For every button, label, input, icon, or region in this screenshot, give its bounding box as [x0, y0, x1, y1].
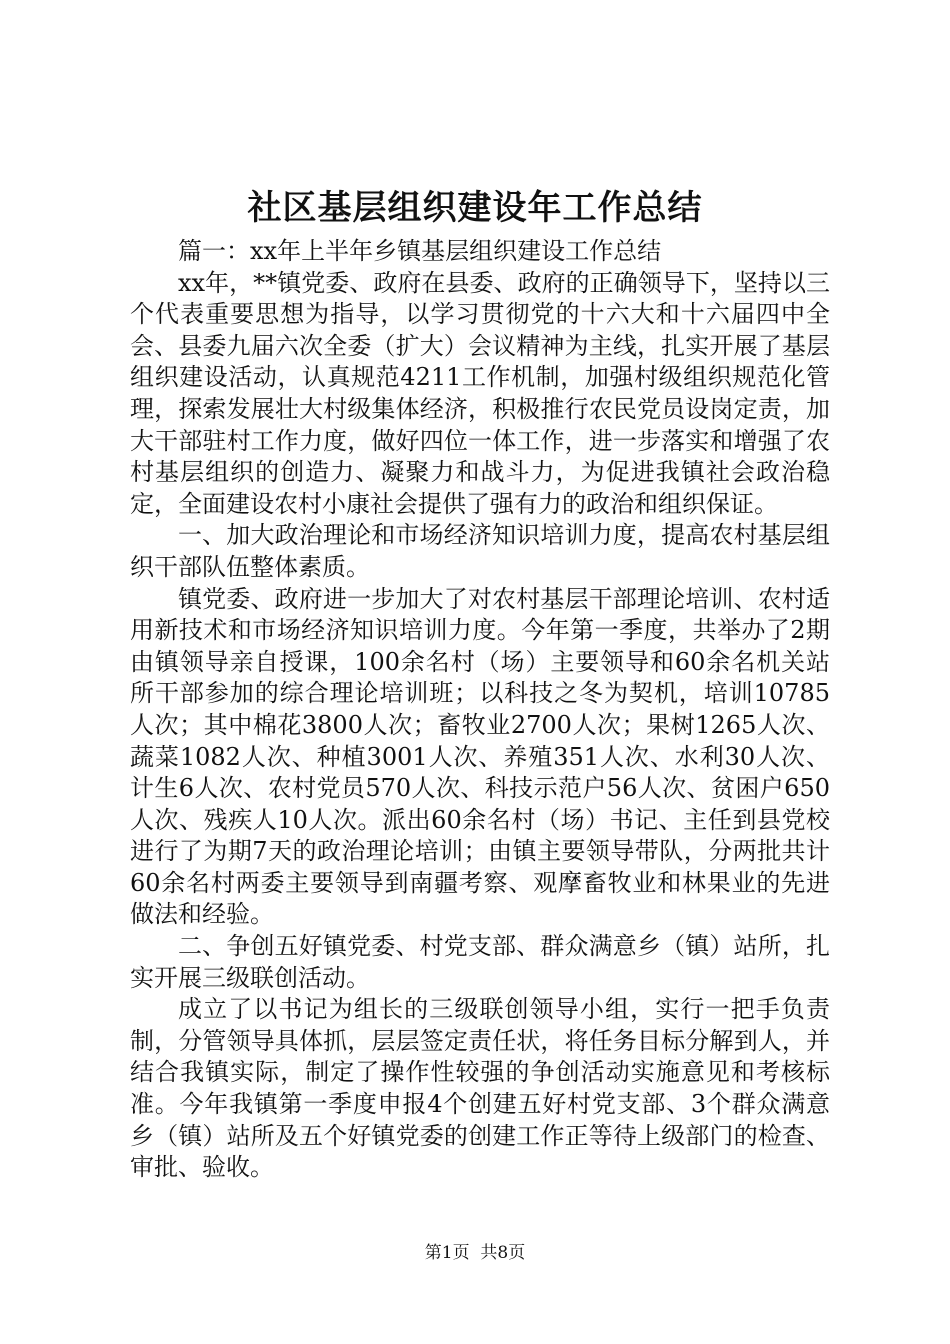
page-footer	[0, 1241, 950, 1265]
section-heading-one: 一、加大政治理论和市场经济知识培训力度，提高农村基层组织干部队伍整体素质。	[130, 521, 830, 581]
section-heading-two: 二、争创五好镇党委、村党支部、群众满意乡（镇）站所，扎实开展三级联创活动。	[130, 932, 830, 992]
page-total: 共8页	[480, 1243, 526, 1263]
page-number: 第1页	[424, 1243, 470, 1263]
document-title: 社区基层组织建设年工作总结	[247, 188, 703, 228]
body-paragraph-three-level: 成立了以书记为组长的三级联创领导小组，实行一把手负责制，分管领导具体抓，层层签定责任状，将任务目标分解到人，并结合我镇实际，制定了操作性较强的争创活动实施意见和考核标准。今年我镇第一季度申报4个创建五好村党支部、3个群众满意乡（镇）站所及五个好镇党委的创建工作正等待上级部门的检查、审批、验收。	[130, 995, 830, 1182]
section-heading-piece-one: 篇一：xx年上半年乡镇基层组织建设工作总结	[178, 237, 662, 265]
body-paragraph-training: 镇党委、政府进一步加大了对农村基层干部理论培训、农村适用新技术和市场经济知识培训力度。今年第一季度，共举办了2期由镇领导亲自授课，100余名村（场）主要领导和60余名机关站所干部参加的综合理论培训班；以科技之冬为契机，培训10785人次；其中棉花3800人次；畜牧业2700人次；果树1265人次、蔬菜1082人次、种植3001人次、养殖351人次、水利30人次、计生6人次、农村党员570人次、科技示范户56人次、贫困户650人次、残疾人10人次。派出60余名村（场）书记、主任到县党校进行了为期7天的政治理论培训；由镇主要领导带队，分两批共计60余名村两委主要领导到南疆考察、观摩畜牧业和林果业的先进做法和经验。	[130, 584, 830, 929]
document-body	[130, 236, 830, 1184]
body-paragraph-intro: xx年，**镇党委、政府在县委、政府的正确领导下，坚持以三个代表重要思想为指导，以学习贯彻党的十六大和十六届四中全会、县委九届六次全委（扩大）会议精神为主线，扎实开展了基层组织建设活动，认真规范4211工作机制，加强村级组织规范化管理，探索发展壮大村级集体经济，积极推行农民党员设岗定责，加大干部驻村工作力度，做好四位一体工作，进一步落实和增强了农村基层组织的创造力、凝聚力和战斗力，为促进我镇社会政治稳定，全面建设农村小康社会提供了强有力的政治和组织保证。	[130, 268, 830, 518]
